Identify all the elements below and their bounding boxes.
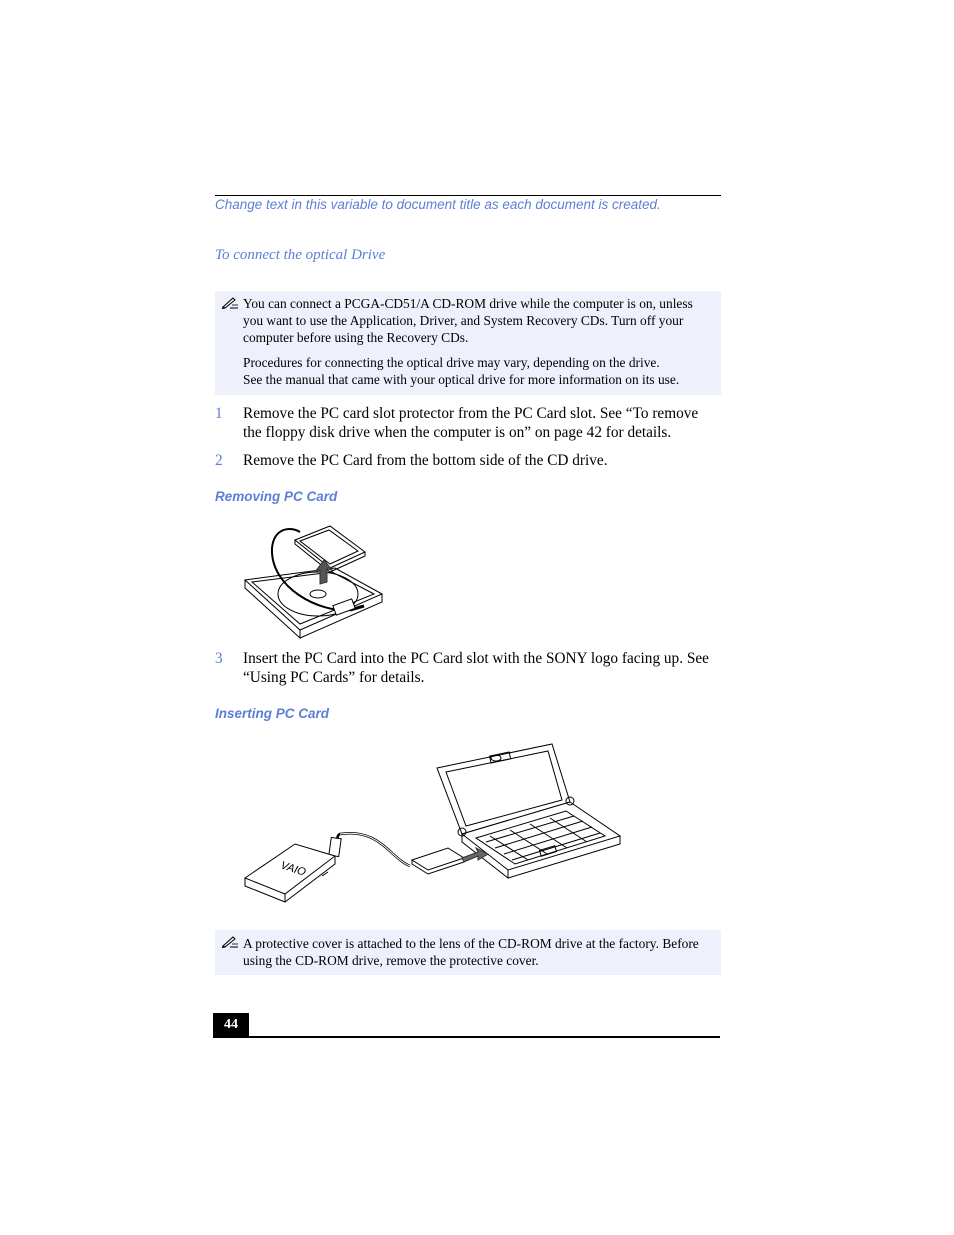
inserting-pc-card-illustration <box>240 738 625 908</box>
page-number: 44 <box>213 1013 249 1036</box>
note-paragraph <box>243 935 717 969</box>
pencil-note-icon <box>221 295 239 309</box>
step-number: 2 <box>215 452 223 469</box>
note-line: See the manual that came with your optical drive for more information on its use. <box>243 372 680 387</box>
note-line: You can connect a PCGA-CD51/A CD-ROM drive while the computer is on, unless <box>243 296 693 311</box>
step-text <box>243 404 721 442</box>
step-line: Remove the PC card slot protector from the PC Card slot. See “To remove <box>243 405 699 422</box>
step-text <box>243 649 721 687</box>
note-box <box>215 291 721 395</box>
section-title: To connect the optical Drive <box>215 247 386 263</box>
step-number: 1 <box>215 405 223 422</box>
figure-caption: Inserting PC Card <box>215 706 330 721</box>
note-box <box>215 930 721 975</box>
vaio-logo: VAIO <box>279 859 308 879</box>
step-line: the floppy disk drive when the computer is on” on page 42 for details. <box>243 424 672 441</box>
note-paragraph <box>243 354 717 388</box>
removing-pc-card-illustration <box>240 518 390 640</box>
note-line: computer before using the Recovery CDs. <box>243 330 469 345</box>
step-text <box>243 451 721 470</box>
header-rule <box>215 195 721 196</box>
running-head: Change text in this variable to document title as each document is created. <box>215 197 661 212</box>
pencil-note-icon <box>221 934 239 948</box>
note-paragraph <box>243 295 717 346</box>
note-line: you want to use the Application, Driver, and System Recovery CDs. Turn off your <box>243 313 684 328</box>
step-line: Remove the PC Card from the bottom side of the CD drive. <box>243 452 608 469</box>
note-line: A protective cover is attached to the lens of the CD-ROM drive at the factory. Before <box>243 936 699 951</box>
step-line: “Using PC Cards” for details. <box>243 669 425 686</box>
step-line: Insert the PC Card into the PC Card slot with the SONY logo facing up. See <box>243 650 709 667</box>
footer-rule <box>213 1036 720 1038</box>
figure-caption: Removing PC Card <box>215 489 338 504</box>
note-line: using the CD-ROM drive, remove the protective cover. <box>243 953 539 968</box>
note-line: Procedures for connecting the optical drive may vary, depending on the drive. <box>243 355 660 370</box>
step-number: 3 <box>215 650 223 667</box>
